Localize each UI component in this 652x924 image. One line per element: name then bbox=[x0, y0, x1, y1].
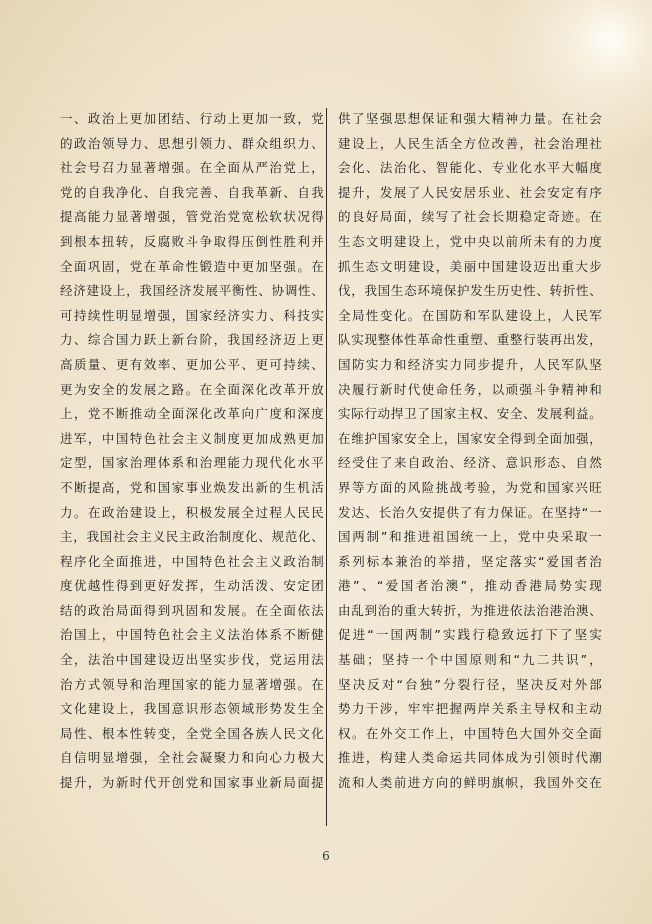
text-line: 国防实力和经济实力同步提升，人民军队坚 bbox=[338, 356, 602, 372]
text-line: 流和人类前进方向的鲜明旗帜，我国外交在 bbox=[338, 775, 602, 791]
text-line: 在维护国家安全上，国家安全得到全面加强， bbox=[338, 430, 602, 446]
text-line: 提升，为新时代开创党和国家事业新局面提 bbox=[60, 775, 324, 791]
text-line: 推进，构建人类命运共同体成为引领时代潮 bbox=[338, 750, 602, 766]
text-line: 可持续性明显增强，国家经济实力、科技实 bbox=[60, 307, 324, 323]
text-line: 促进“一国两制”实践行稳致远打下了坚实 bbox=[338, 627, 602, 643]
text-line: 高质量、更有效率、更加公平、更可持续、 bbox=[60, 356, 324, 372]
text-line: 不断提高，党和国家事业焕发出新的生机活 bbox=[60, 479, 324, 495]
text-line: 系列标本兼治的举措，坚定落实“爱国者治 bbox=[338, 553, 602, 569]
text-line: 程序化全面推进，中国特色社会主义政治制 bbox=[60, 553, 324, 569]
text-line: 结的政治局面得到巩固和发展。在全面依法 bbox=[60, 602, 324, 618]
text-line: 文化建设上，我国意识形态领域形势发生全 bbox=[60, 701, 324, 717]
text-line: 治国上，中国特色社会主义法治体系不断健 bbox=[60, 627, 324, 643]
text-line: 全，法治中国建设迈出坚实步伐，党运用法 bbox=[60, 652, 324, 668]
text-line: 社会号召力显著增强。在全面从严治党上， bbox=[60, 160, 324, 176]
text-line: 全面巩固，党在革命性锻造中更加坚强。在 bbox=[60, 258, 324, 274]
text-line: 的良好局面，续写了社会长期稳定奇迹。在 bbox=[338, 209, 602, 225]
text-line: 抓生态文明建设，美丽中国建设迈出重大步 bbox=[338, 258, 602, 274]
column-divider bbox=[326, 108, 327, 826]
text-line: 治方式领导和治理国家的能力显著增强。在 bbox=[60, 676, 324, 692]
text-line: 基础；坚持一个中国原则和“九二共识”， bbox=[338, 652, 602, 668]
text-line: 全局性变化。在国防和军队建设上，人民军 bbox=[338, 307, 602, 323]
text-line: 权。在外交工作上，中国特色大国外交全面 bbox=[338, 725, 602, 741]
text-line: 到根本扭转，反腐败斗争取得压倒性胜利并 bbox=[60, 233, 324, 249]
text-line: 力、综合国力跃上新台阶，我国经济迈上更 bbox=[60, 332, 324, 348]
left-column bbox=[60, 107, 324, 796]
text-line: 队实现整体性革命性重塑、重整行装再出发， bbox=[338, 332, 602, 348]
text-line: 经济建设上，我国经济发展平衡性、协调性、 bbox=[60, 283, 324, 299]
text-line: 自信明显增强，全社会凝聚力和向心力极大 bbox=[60, 750, 324, 766]
text-line: 伐，我国生态环境保护发生历史性、转折性、 bbox=[338, 283, 602, 299]
text-line: 更为安全的发展之路。在全面深化改革开放 bbox=[60, 381, 324, 397]
text-line: 坚决反对“台独”分裂行径，坚决反对外部 bbox=[338, 676, 602, 692]
text-line: 国两制”和推进祖国统一上，党中央采取一 bbox=[338, 529, 602, 545]
text-line: 力。在政治建设上，积极发展全过程人民民 bbox=[60, 504, 324, 520]
text-line: 会化、法治化、智能化、专业化水平大幅度 bbox=[338, 160, 602, 176]
text-line: 定型，国家治理体系和治理能力现代化水平 bbox=[60, 455, 324, 471]
text-line: 界等方面的风险挑战考验，为党和国家兴旺 bbox=[338, 479, 602, 495]
text-line: 度优越性得到更好发挥，生动活泼、安定团 bbox=[60, 578, 324, 594]
text-line: 实际行动捍卫了国家主权、安全、发展利益。 bbox=[338, 406, 602, 422]
text-line: 决履行新时代使命任务，以顽强斗争精神和 bbox=[338, 381, 602, 397]
text-line: 提升，发展了人民安居乐业、社会安定有序 bbox=[338, 184, 602, 200]
text-line: 港”、“爱国者治澳”，推动香港局势实现 bbox=[338, 578, 602, 594]
text-line: 供了坚强思想保证和强大精神力量。在社会 bbox=[338, 111, 602, 126]
text-line: 由乱到治的重大转折，为推进依法治港治澳、 bbox=[338, 602, 602, 618]
text-line: 的政治领导力、思想引领力、群众组织力、 bbox=[60, 135, 324, 151]
text-line: 主，我国社会主义民主政治制度化、规范化、 bbox=[60, 529, 324, 545]
text-line: 发达、长治久安提供了有力保证。在坚持“一 bbox=[338, 504, 602, 520]
text-line: 上，党不断推动全面深化改革向广度和深度 bbox=[60, 406, 324, 422]
text-line: 进军，中国特色社会主义制度更加成熟更加 bbox=[60, 430, 324, 446]
text-line: 经受住了来自政治、经济、意识形态、自然 bbox=[338, 455, 602, 471]
text-line: 局性、根本性转变，全党全国各族人民文化 bbox=[60, 725, 324, 741]
right-column bbox=[338, 107, 602, 796]
text-line: 一、政治上更加团结、行动上更加一致，党 bbox=[60, 111, 324, 126]
text-line: 提高能力显著增强，管党治党宽松软状况得 bbox=[60, 209, 324, 225]
text-line: 建设上，人民生活全方位改善，社会治理社 bbox=[338, 135, 602, 151]
page-number: 6 bbox=[322, 849, 330, 863]
text-line: 生态文明建设上，党中央以前所未有的力度 bbox=[338, 233, 602, 249]
text-line: 势力干涉，牢牢把握两岸关系主导权和主动 bbox=[338, 701, 602, 717]
text-line: 党的自我净化、自我完善、自我革新、自我 bbox=[60, 184, 324, 200]
